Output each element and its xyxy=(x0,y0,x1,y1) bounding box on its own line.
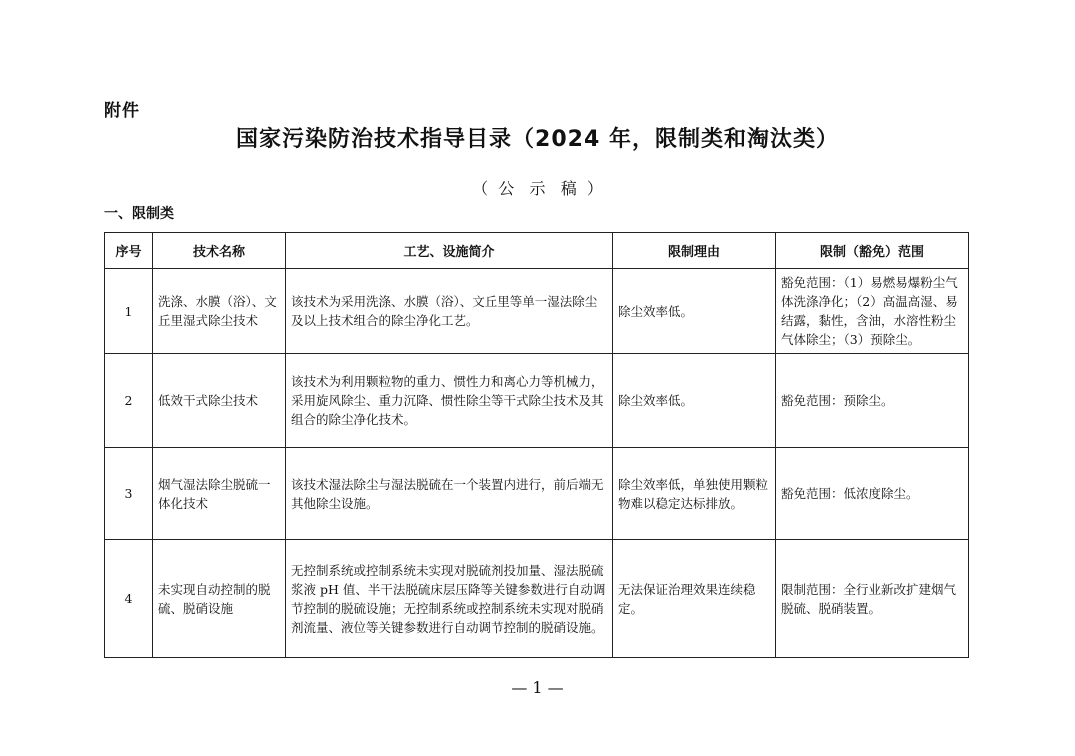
header-no: 序号 xyxy=(105,233,153,269)
table-row xyxy=(105,269,969,354)
reason-cell: 除尘效率低。 xyxy=(613,269,776,354)
intro-cell: 该技术为采用洗涤、水膜（浴）、文丘里等单一湿法除尘及以上技术组合的除尘净化工艺。 xyxy=(286,269,613,354)
table-header-row xyxy=(105,233,969,269)
document-subtitle: （ 公 示 稿 ） xyxy=(472,179,603,198)
row-number: 1 xyxy=(105,269,153,354)
tech-name-cell: 洗涤、水膜（浴）、文丘里湿式除尘技术 xyxy=(153,269,286,354)
header-scope: 限制（豁免）范围 xyxy=(776,233,969,269)
intro-cell: 该技术湿法除尘与湿法脱硫在一个装置内进行，前后端无其他除尘设施。 xyxy=(286,448,613,540)
section-heading: 一、限制类 xyxy=(104,206,174,222)
restriction-table xyxy=(104,232,969,658)
intro-cell: 无控制系统或控制系统未实现对脱硫剂投加量、湿法脱硫浆液 pH 值、半干法脱硫床层压降等关键参数进行自动调节控制的脱硫设施；无控制系统或控制系统未实现对脱硝剂流量、液位等关键参数进行自动调节控制的脱硝设施。 xyxy=(286,540,613,658)
tech-name-cell: 未实现自动控制的脱硫、脱硝设施 xyxy=(153,540,286,658)
table-row xyxy=(105,448,969,540)
table-row xyxy=(105,354,969,448)
intro-cell: 该技术为利用颗粒物的重力、惯性力和离心力等机械力，采用旋风除尘、重力沉降、惯性除尘等干式除尘技术及其组合的除尘净化技术。 xyxy=(286,354,613,448)
scope-cell: 豁免范围：预除尘。 xyxy=(776,354,969,448)
row-number: 3 xyxy=(105,448,153,540)
document-title: 国家污染防治技术指导目录（2024 年，限制类和淘汰类） xyxy=(236,127,839,152)
tech-name-cell: 烟气湿法除尘脱硫一体化技术 xyxy=(153,448,286,540)
header-reason: 限制理由 xyxy=(613,233,776,269)
reason-cell: 除尘效率低，单独使用颗粒物难以稳定达标排放。 xyxy=(613,448,776,540)
header-intro: 工艺、设施简介 xyxy=(286,233,613,269)
row-number: 4 xyxy=(105,540,153,658)
row-number: 2 xyxy=(105,354,153,448)
table-row xyxy=(105,540,969,658)
scope-cell: 限制范围：全行业新改扩建烟气脱硫、脱硝装置。 xyxy=(776,540,969,658)
header-tech-name: 技术名称 xyxy=(153,233,286,269)
scope-cell: 豁免范围：低浓度除尘。 xyxy=(776,448,969,540)
tech-name-cell: 低效干式除尘技术 xyxy=(153,354,286,448)
reason-cell: 无法保证治理效果连续稳定。 xyxy=(613,540,776,658)
attachment-label: 附件 xyxy=(104,101,140,121)
scope-cell: 豁免范围：（1）易燃易爆粉尘气体洗涤净化；（2）高温高湿、易结露，黏性，含油，水溶性粉尘气体除尘；（3）预除尘。 xyxy=(776,269,969,354)
page-number: — 1 — xyxy=(511,678,564,697)
reason-cell: 除尘效率低。 xyxy=(613,354,776,448)
